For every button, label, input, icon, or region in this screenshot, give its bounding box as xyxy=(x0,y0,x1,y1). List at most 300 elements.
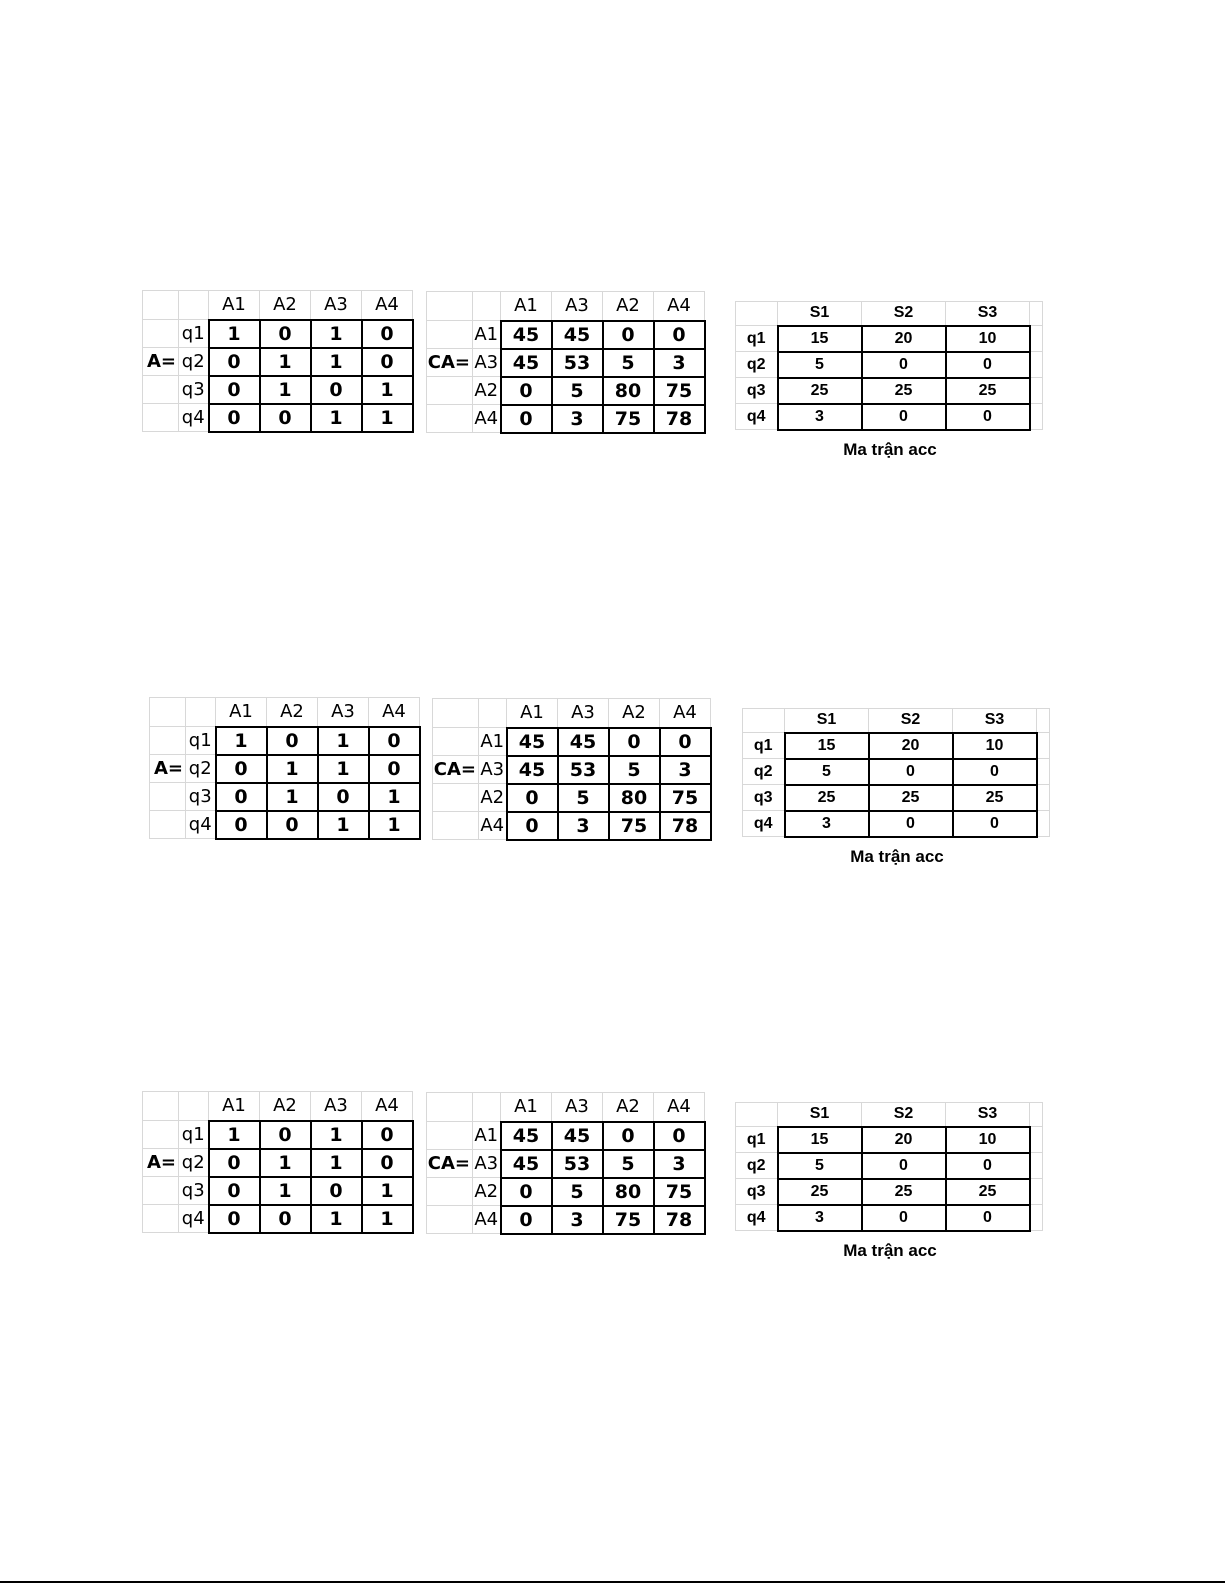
matrix-a-cell: 1 xyxy=(260,348,311,376)
matrix-a-row xyxy=(143,1177,413,1205)
acc-row xyxy=(743,785,1050,811)
matrix-ca-cell: 53 xyxy=(558,756,609,784)
matrix-ca-cell: 75 xyxy=(609,812,660,840)
acc-row-label: q3 xyxy=(743,785,785,811)
matrix-a-name-cell xyxy=(150,811,186,839)
matrix-ca-cell: 45 xyxy=(501,349,552,377)
matrix-ca-name-cell xyxy=(433,728,479,756)
matrix-ca-cell: 3 xyxy=(552,405,603,433)
matrix-a-cell: 0 xyxy=(209,348,260,376)
matrix-a-col-header: A4 xyxy=(369,698,420,727)
matrix-a-header-row xyxy=(150,698,420,727)
matrix-ca-row-label: A2 xyxy=(473,377,501,405)
matrix-ca-cell: 80 xyxy=(603,377,654,405)
matrix-ca-header-row xyxy=(427,292,705,321)
matrix-a-cell: 1 xyxy=(311,320,362,348)
matrix-a-cell: 1 xyxy=(267,755,318,783)
matrix-ca-row-label: A4 xyxy=(473,1206,501,1234)
matrix-a-cell: 0 xyxy=(362,1121,413,1149)
matrix-a-cell: 1 xyxy=(209,1121,260,1149)
acc-pad-cell xyxy=(1030,378,1043,404)
acc-row-label: q4 xyxy=(743,811,785,837)
matrix-a-row xyxy=(143,320,413,348)
matrix-ca-cell: 0 xyxy=(654,1122,705,1150)
acc-row xyxy=(736,352,1043,378)
matrix-a-cell: 0 xyxy=(209,376,260,404)
acc-cell: 25 xyxy=(862,378,946,404)
matrix-a-table xyxy=(142,1091,414,1234)
matrix-a-cell: 0 xyxy=(260,320,311,348)
matrix-ca-row-label: A2 xyxy=(479,784,507,812)
matrix-a-header-row xyxy=(143,1092,413,1121)
matrix-ca-name-cell xyxy=(427,377,473,405)
matrix-ca-row-label: A3 xyxy=(473,1150,501,1178)
matrix-a-col-header: A1 xyxy=(216,698,267,727)
matrix-ca-cell: 3 xyxy=(660,756,711,784)
matrix-ca-cell: 75 xyxy=(654,1178,705,1206)
matrix-a-matrix-name: A= xyxy=(143,1149,179,1177)
matrix-a-table xyxy=(149,697,421,840)
matrix-a-cell: 1 xyxy=(362,376,413,404)
matrix-ca-name-cell xyxy=(433,812,479,840)
matrix-a-col-header: A3 xyxy=(311,291,362,320)
acc-cell: 25 xyxy=(778,1179,862,1205)
matrix-ca-col-header: A1 xyxy=(501,292,552,321)
matrix-ca-cell: 78 xyxy=(654,1206,705,1234)
matrix-a-cell: 0 xyxy=(260,1205,311,1233)
acc-row xyxy=(736,326,1043,352)
acc-cell: 25 xyxy=(946,1179,1030,1205)
matrix-ca-cell: 0 xyxy=(609,728,660,756)
acc-col-header: S3 xyxy=(946,302,1030,326)
matrix-a-cell: 0 xyxy=(209,1177,260,1205)
matrix-a-corner-cell xyxy=(179,291,209,320)
matrix-a-cell: 1 xyxy=(311,1205,362,1233)
acc-cell: 5 xyxy=(778,352,862,378)
acc-cell: 0 xyxy=(946,404,1030,430)
matrix-a-cell: 0 xyxy=(260,1121,311,1149)
acc-corner-cell xyxy=(736,1103,778,1127)
acc-pad-cell xyxy=(1037,709,1050,733)
acc-cell: 0 xyxy=(953,811,1037,837)
matrix-a-col-header: A2 xyxy=(260,1092,311,1121)
matrix-a-row xyxy=(143,1121,413,1149)
acc-row-label: q4 xyxy=(736,404,778,430)
matrix-a-cell: 0 xyxy=(209,1205,260,1233)
matrix-ca-row-label: A1 xyxy=(479,728,507,756)
matrix-ca-row-label: A3 xyxy=(479,756,507,784)
matrix-ca-cell: 0 xyxy=(507,784,558,812)
matrix-ca-matrix-name: CA= xyxy=(427,1150,473,1178)
matrix-a-name-cell xyxy=(143,1121,179,1149)
matrix-ca-cell: 80 xyxy=(609,784,660,812)
matrix-a-row xyxy=(150,755,420,783)
matrix-ca-cell: 75 xyxy=(603,405,654,433)
acc-corner-cell xyxy=(743,709,785,733)
matrix-ca-corner-cell xyxy=(427,1093,473,1122)
matrix-ca-cell: 5 xyxy=(603,349,654,377)
matrix-a-row xyxy=(143,404,413,432)
matrix-a-name-cell xyxy=(143,376,179,404)
matrix-a-cell: 0 xyxy=(260,404,311,432)
matrix-ca-cell: 78 xyxy=(654,405,705,433)
matrix-a-row-label: q4 xyxy=(179,1205,209,1233)
matrix-ca-cell: 45 xyxy=(507,756,558,784)
matrix-a-cell: 1 xyxy=(216,727,267,755)
acc-row-label: q1 xyxy=(743,733,785,759)
matrix-a-cell: 1 xyxy=(362,1205,413,1233)
matrix-a-col-header: A3 xyxy=(311,1092,362,1121)
matrix-ca-cell: 0 xyxy=(501,1206,552,1234)
acc-cell: 15 xyxy=(778,326,862,352)
matrix-a-name-cell xyxy=(143,404,179,432)
matrix-ca-cell: 75 xyxy=(654,377,705,405)
acc-row xyxy=(736,1153,1043,1179)
matrix-a-cell: 0 xyxy=(216,811,267,839)
matrix-ca-name-cell xyxy=(427,1122,473,1150)
acc-cell: 10 xyxy=(946,1127,1030,1153)
matrix-a-cell: 1 xyxy=(311,404,362,432)
matrix-ca-row xyxy=(427,1150,705,1178)
matrix-a-col-header: A2 xyxy=(267,698,318,727)
matrix-ca-name-cell xyxy=(427,321,473,349)
acc-header-row xyxy=(736,302,1043,326)
acc-cell: 0 xyxy=(862,1153,946,1179)
matrix-ca-cell: 75 xyxy=(603,1206,654,1234)
matrix-a-cell: 0 xyxy=(362,348,413,376)
acc-pad-cell xyxy=(1037,759,1050,785)
acc-col-header: S1 xyxy=(778,1103,862,1127)
matrix-a-row-label: q1 xyxy=(186,727,216,755)
matrix-ca-name-cell xyxy=(433,784,479,812)
matrix-ca-col-header: A3 xyxy=(558,699,609,728)
matrix-ca-cell: 45 xyxy=(507,728,558,756)
matrix-ca-cell: 3 xyxy=(552,1206,603,1234)
acc-row-label: q2 xyxy=(736,1153,778,1179)
acc-cell: 25 xyxy=(785,785,869,811)
matrix-ca-row-label: A4 xyxy=(479,812,507,840)
matrix-ca-cell: 0 xyxy=(507,812,558,840)
acc-header-row xyxy=(743,709,1050,733)
matrix-a-cell: 0 xyxy=(369,727,420,755)
matrix-a-row-label: q1 xyxy=(179,1121,209,1149)
matrix-ca-col-header: A1 xyxy=(501,1093,552,1122)
acc-col-header: S1 xyxy=(785,709,869,733)
page-bottom-rule xyxy=(0,1581,1225,1583)
matrix-a-row-label: q4 xyxy=(186,811,216,839)
matrix-ca-cell: 45 xyxy=(501,321,552,349)
matrix-ca-table xyxy=(432,698,712,841)
matrix-a-name-cell xyxy=(150,727,186,755)
acc-col-header: S3 xyxy=(946,1103,1030,1127)
matrix-a-matrix-name: A= xyxy=(143,348,179,376)
matrix-a-col-header: A4 xyxy=(362,291,413,320)
acc-caption: Ma trận acc xyxy=(843,440,937,459)
acc-cell: 0 xyxy=(946,352,1030,378)
acc-cell: 10 xyxy=(953,733,1037,759)
matrix-a-row-label: q3 xyxy=(179,1177,209,1205)
acc-row-label: q1 xyxy=(736,326,778,352)
matrix-ca-col-header: A2 xyxy=(603,292,654,321)
matrix-ca-row xyxy=(427,377,705,405)
matrix-a-corner-cell xyxy=(179,1092,209,1121)
matrix-a-row xyxy=(143,1205,413,1233)
matrix-ca-cell: 3 xyxy=(558,812,609,840)
matrix-ca-cell: 0 xyxy=(603,1122,654,1150)
matrix-a-cell: 0 xyxy=(369,755,420,783)
acc-col-header: S2 xyxy=(862,1103,946,1127)
acc-cell: 5 xyxy=(778,1153,862,1179)
matrix-ca-table xyxy=(426,1092,706,1235)
acc-pad-cell xyxy=(1030,326,1043,352)
acc-row xyxy=(736,404,1043,430)
matrix-a-cell: 0 xyxy=(267,811,318,839)
matrix-ca-cell: 5 xyxy=(609,756,660,784)
matrix-ca-row xyxy=(433,784,711,812)
matrix-ca-cell: 45 xyxy=(552,1122,603,1150)
matrix-a-name-cell xyxy=(143,1177,179,1205)
acc-cell: 0 xyxy=(869,759,953,785)
acc-row-label: q3 xyxy=(736,378,778,404)
matrix-a-col-header: A1 xyxy=(209,1092,260,1121)
acc-caption: Ma trận acc xyxy=(843,1241,937,1260)
matrix-ca-cell: 0 xyxy=(501,1178,552,1206)
matrix-a-row xyxy=(143,376,413,404)
acc-pad-cell xyxy=(1030,302,1043,326)
acc-cell: 3 xyxy=(785,811,869,837)
matrix-ca-cell: 5 xyxy=(603,1150,654,1178)
matrix-a-row xyxy=(143,348,413,376)
matrix-a-cell: 0 xyxy=(209,404,260,432)
matrix-ca-col-header: A2 xyxy=(609,699,660,728)
acc-header-row xyxy=(736,1103,1043,1127)
matrix-ca-col-header: A4 xyxy=(654,292,705,321)
matrix-ca-row-label: A1 xyxy=(473,1122,501,1150)
matrix-a-matrix-name: A= xyxy=(150,755,186,783)
matrix-a-row-label: q3 xyxy=(186,783,216,811)
matrix-a-row xyxy=(150,783,420,811)
matrix-a-row xyxy=(150,811,420,839)
matrix-a-table xyxy=(142,290,414,433)
matrix-a-row xyxy=(150,727,420,755)
matrix-ca-row xyxy=(433,728,711,756)
matrix-ca-cell: 0 xyxy=(501,377,552,405)
matrix-ca-row xyxy=(433,756,711,784)
matrix-a-row-label: q3 xyxy=(179,376,209,404)
matrix-ca-corner-cell xyxy=(479,699,507,728)
matrix-ca-corner-cell xyxy=(427,292,473,321)
matrix-ca-corner-cell xyxy=(433,699,479,728)
acc-cell: 0 xyxy=(869,811,953,837)
acc-col-header: S2 xyxy=(869,709,953,733)
matrix-ca-row-label: A4 xyxy=(473,405,501,433)
acc-row xyxy=(743,759,1050,785)
acc-cell: 0 xyxy=(953,759,1037,785)
matrix-a-cell: 1 xyxy=(311,1149,362,1177)
matrix-ca-cell: 3 xyxy=(654,1150,705,1178)
matrix-ca-cell: 0 xyxy=(501,405,552,433)
matrix-ca-cell: 0 xyxy=(603,321,654,349)
matrix-a-row-label: q1 xyxy=(179,320,209,348)
matrix-a-name-cell xyxy=(143,1205,179,1233)
acc-pad-cell xyxy=(1030,1103,1043,1127)
matrix-a-row xyxy=(143,1149,413,1177)
matrix-ca-table xyxy=(426,291,706,434)
matrix-ca-cell: 5 xyxy=(558,784,609,812)
acc-cell: 0 xyxy=(862,1205,946,1231)
acc-cell: 3 xyxy=(778,404,862,430)
matrix-ca-col-header: A2 xyxy=(603,1093,654,1122)
acc-table xyxy=(742,708,1050,838)
matrix-a-cell: 1 xyxy=(318,811,369,839)
matrix-a-cell: 0 xyxy=(267,727,318,755)
matrix-a-cell: 0 xyxy=(311,376,362,404)
matrix-ca-row xyxy=(427,349,705,377)
matrix-ca-cell: 0 xyxy=(654,321,705,349)
matrix-a-col-header: A4 xyxy=(362,1092,413,1121)
acc-cell: 25 xyxy=(862,1179,946,1205)
matrix-a-row-label: q4 xyxy=(179,404,209,432)
acc-cell: 3 xyxy=(778,1205,862,1231)
matrix-ca-cell: 45 xyxy=(501,1150,552,1178)
matrix-a-row-label: q2 xyxy=(179,1149,209,1177)
acc-cell: 25 xyxy=(869,785,953,811)
matrix-ca-cell: 5 xyxy=(552,377,603,405)
acc-cell: 0 xyxy=(946,1205,1030,1231)
matrix-ca-col-header: A3 xyxy=(552,1093,603,1122)
matrix-a-cell: 1 xyxy=(318,727,369,755)
acc-cell: 25 xyxy=(778,378,862,404)
matrix-a-cell: 0 xyxy=(362,320,413,348)
matrix-a-cell: 1 xyxy=(311,348,362,376)
matrix-a-header-row xyxy=(143,291,413,320)
acc-pad-cell xyxy=(1037,733,1050,759)
matrix-ca-cell: 80 xyxy=(603,1178,654,1206)
matrix-a-cell: 0 xyxy=(311,1177,362,1205)
acc-row xyxy=(743,733,1050,759)
acc-cell: 0 xyxy=(946,1153,1030,1179)
matrix-ca-header-row xyxy=(433,699,711,728)
acc-pad-cell xyxy=(1037,811,1050,837)
matrix-ca-row-label: A2 xyxy=(473,1178,501,1206)
matrix-a-cell: 0 xyxy=(216,755,267,783)
matrix-a-corner-cell xyxy=(143,1092,179,1121)
acc-cell: 0 xyxy=(862,352,946,378)
matrix-a-cell: 1 xyxy=(260,376,311,404)
matrix-ca-name-cell xyxy=(427,1178,473,1206)
acc-table xyxy=(735,301,1043,431)
matrix-a-cell: 1 xyxy=(260,1149,311,1177)
matrix-ca-header-row xyxy=(427,1093,705,1122)
acc-pad-cell xyxy=(1030,1127,1043,1153)
matrix-a-row-label: q2 xyxy=(179,348,209,376)
acc-col-header: S3 xyxy=(953,709,1037,733)
matrix-a-cell: 1 xyxy=(318,755,369,783)
matrix-ca-col-header: A4 xyxy=(660,699,711,728)
matrix-a-cell: 1 xyxy=(369,811,420,839)
matrix-ca-row xyxy=(427,1206,705,1234)
acc-cell: 10 xyxy=(946,326,1030,352)
acc-row-label: q4 xyxy=(736,1205,778,1231)
matrix-a-cell: 1 xyxy=(209,320,260,348)
matrix-ca-cell: 53 xyxy=(552,1150,603,1178)
matrix-ca-cell: 78 xyxy=(660,812,711,840)
matrix-a-cell: 0 xyxy=(318,783,369,811)
matrix-a-cell: 1 xyxy=(267,783,318,811)
matrix-a-cell: 1 xyxy=(369,783,420,811)
matrix-ca-corner-cell xyxy=(473,292,501,321)
acc-cell: 20 xyxy=(869,733,953,759)
matrix-a-cell: 0 xyxy=(209,1149,260,1177)
acc-row xyxy=(736,1127,1043,1153)
acc-row-label: q3 xyxy=(736,1179,778,1205)
matrix-a-cell: 0 xyxy=(216,783,267,811)
matrix-a-col-header: A3 xyxy=(318,698,369,727)
matrix-ca-row xyxy=(427,405,705,433)
matrix-ca-name-cell xyxy=(427,405,473,433)
matrix-ca-row xyxy=(427,1178,705,1206)
acc-pad-cell xyxy=(1030,1205,1043,1231)
matrix-a-cell: 1 xyxy=(362,404,413,432)
acc-cell: 0 xyxy=(862,404,946,430)
matrix-ca-cell: 0 xyxy=(660,728,711,756)
matrix-ca-matrix-name: CA= xyxy=(433,756,479,784)
acc-pad-cell xyxy=(1030,1153,1043,1179)
matrix-ca-cell: 75 xyxy=(660,784,711,812)
acc-row xyxy=(736,1205,1043,1231)
matrix-a-cell: 1 xyxy=(260,1177,311,1205)
matrix-ca-matrix-name: CA= xyxy=(427,349,473,377)
matrix-ca-row xyxy=(427,321,705,349)
acc-pad-cell xyxy=(1030,404,1043,430)
matrix-ca-cell: 53 xyxy=(552,349,603,377)
acc-row-label: q2 xyxy=(743,759,785,785)
matrix-ca-row xyxy=(427,1122,705,1150)
acc-cell: 15 xyxy=(778,1127,862,1153)
acc-cell: 20 xyxy=(862,1127,946,1153)
matrix-ca-cell: 45 xyxy=(558,728,609,756)
matrix-ca-col-header: A4 xyxy=(654,1093,705,1122)
matrix-a-corner-cell xyxy=(186,698,216,727)
matrix-ca-name-cell xyxy=(427,1206,473,1234)
acc-pad-cell xyxy=(1037,785,1050,811)
acc-cell: 25 xyxy=(946,378,1030,404)
matrix-a-cell: 0 xyxy=(362,1149,413,1177)
matrix-a-name-cell xyxy=(150,783,186,811)
acc-cell: 20 xyxy=(862,326,946,352)
acc-caption: Ma trận acc xyxy=(850,847,944,866)
matrix-a-col-header: A2 xyxy=(260,291,311,320)
acc-cell: 5 xyxy=(785,759,869,785)
acc-row xyxy=(736,1179,1043,1205)
matrix-ca-cell: 45 xyxy=(501,1122,552,1150)
acc-corner-cell xyxy=(736,302,778,326)
matrix-a-corner-cell xyxy=(150,698,186,727)
matrix-ca-cell: 5 xyxy=(552,1178,603,1206)
matrix-ca-cell: 3 xyxy=(654,349,705,377)
acc-col-header: S1 xyxy=(778,302,862,326)
matrix-ca-col-header: A3 xyxy=(552,292,603,321)
matrix-ca-row-label: A1 xyxy=(473,321,501,349)
matrix-a-name-cell xyxy=(143,320,179,348)
acc-col-header: S2 xyxy=(862,302,946,326)
acc-row xyxy=(736,378,1043,404)
matrix-ca-row xyxy=(433,812,711,840)
acc-row xyxy=(743,811,1050,837)
acc-table xyxy=(735,1102,1043,1232)
matrix-a-row-label: q2 xyxy=(186,755,216,783)
acc-row-label: q2 xyxy=(736,352,778,378)
